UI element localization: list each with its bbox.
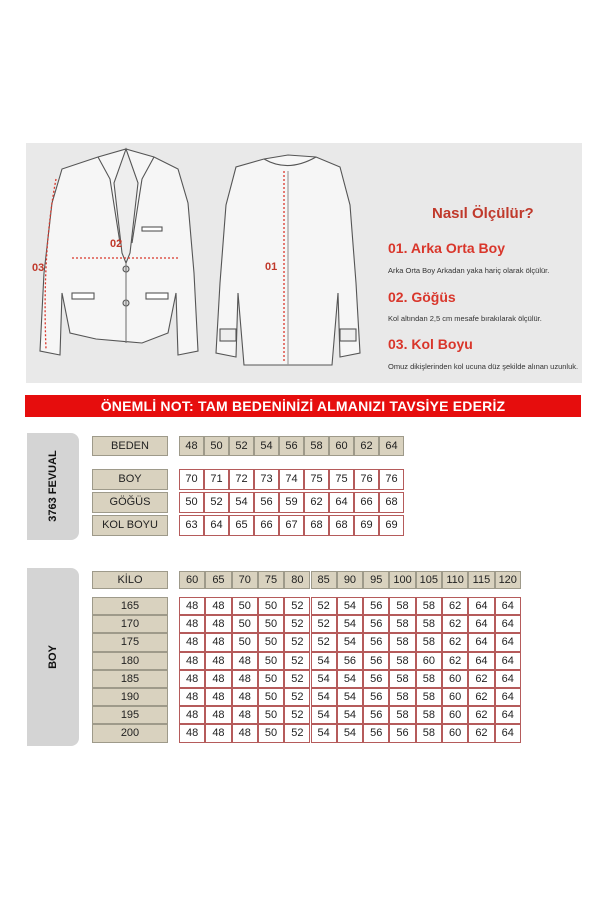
height-row-label: 185 <box>92 670 168 688</box>
important-note-banner: ÖNEMLİ NOT: TAM BEDENİNİZİ ALMANIZI TAVSİYE EDERİZ <box>25 395 581 417</box>
height-row-label: 190 <box>92 688 168 706</box>
measure-2-heading: 02. Göğüs <box>388 289 456 305</box>
size-recommendation-cell: 64 <box>468 652 494 670</box>
size-recommendation-cell: 58 <box>416 706 442 724</box>
measure-1-heading: 01. Arka Orta Boy <box>388 240 505 256</box>
size-recommendation-cell: 58 <box>416 597 442 615</box>
size-recommendation-cell: 52 <box>284 670 310 688</box>
size-value-cell: 65 <box>229 515 254 536</box>
weight-header-cell: 75 <box>258 571 284 589</box>
size-value-cell: 75 <box>304 469 329 490</box>
size-recommendation-cell: 48 <box>205 706 231 724</box>
size-recommendation-cell: 62 <box>442 652 468 670</box>
size-value-cell: 68 <box>329 515 354 536</box>
size-recommendation-cell: 58 <box>389 615 415 633</box>
size-recommendation-cell: 48 <box>205 652 231 670</box>
size-value-cell: 59 <box>279 492 304 513</box>
size-value-cell: 73 <box>254 469 279 490</box>
size-recommendation-cell: 50 <box>232 597 258 615</box>
size-recommendation-cell: 52 <box>311 615 337 633</box>
size-recommendation-cell: 48 <box>205 597 231 615</box>
label-02: 02 <box>110 238 123 250</box>
size-recommendation-cell: 62 <box>468 706 494 724</box>
size-recommendation-cell: 56 <box>363 633 389 651</box>
front-jacket-drawing <box>40 149 198 355</box>
size-recommendation-cell: 64 <box>495 670 521 688</box>
size-recommendation-cell: 58 <box>389 652 415 670</box>
size-value-cell: 62 <box>304 492 329 513</box>
size-recommendation-cell: 64 <box>495 688 521 706</box>
size-recommendation-cell: 62 <box>468 670 494 688</box>
weight-header-cell: 85 <box>311 571 337 589</box>
size-value-cell: 76 <box>354 469 379 490</box>
back-jacket-drawing <box>216 155 360 365</box>
size-recommendation-cell: 52 <box>284 633 310 651</box>
size-recommendation-cell: 48 <box>179 706 205 724</box>
height-row-label: 175 <box>92 633 168 651</box>
size-value-cell: 69 <box>379 515 404 536</box>
jacket-illustration <box>26 143 582 383</box>
measurement-guide-panel <box>26 143 582 383</box>
size-recommendation-cell: 62 <box>442 597 468 615</box>
weight-header-cell: 65 <box>205 571 231 589</box>
measure-1-description: Arka Orta Boy Arkadan yaka hariç olarak ölçülür. <box>388 266 550 275</box>
size-recommendation-cell: 52 <box>284 688 310 706</box>
size-recommendation-cell: 48 <box>179 688 205 706</box>
weight-table-side-label: BOY <box>47 645 59 669</box>
size-recommendation-cell: 64 <box>495 633 521 651</box>
size-recommendation-cell: 64 <box>468 633 494 651</box>
height-row-label: 180 <box>92 652 168 670</box>
size-recommendation-cell: 60 <box>442 706 468 724</box>
size-header-cell: 64 <box>379 436 404 456</box>
size-recommendation-cell: 60 <box>442 688 468 706</box>
how-to-measure-title: Nasıl Ölçülür? <box>432 205 534 222</box>
weight-header-cell: 95 <box>363 571 389 589</box>
label-03: 03 <box>32 262 45 274</box>
height-row-label: 200 <box>92 724 168 742</box>
size-recommendation-cell: 56 <box>363 670 389 688</box>
size-recommendation-cell: 64 <box>495 615 521 633</box>
size-header-cell: 58 <box>304 436 329 456</box>
size-recommendation-cell: 58 <box>416 724 442 742</box>
size-header-cell: 48 <box>179 436 204 456</box>
weight-header-cell: 105 <box>416 571 442 589</box>
size-value-cell: 76 <box>379 469 404 490</box>
size-recommendation-cell: 58 <box>389 706 415 724</box>
size-value-cell: 66 <box>254 515 279 536</box>
size-recommendation-cell: 54 <box>337 597 363 615</box>
size-recommendation-cell: 50 <box>232 633 258 651</box>
size-recommendation-cell: 64 <box>468 597 494 615</box>
size-recommendation-cell: 56 <box>363 724 389 742</box>
size-recommendation-cell: 52 <box>311 597 337 615</box>
size-recommendation-cell: 54 <box>337 670 363 688</box>
size-recommendation-cell: 56 <box>363 615 389 633</box>
size-recommendation-cell: 50 <box>258 597 284 615</box>
size-value-cell: 74 <box>279 469 304 490</box>
size-recommendation-cell: 62 <box>442 633 468 651</box>
height-row-label: 165 <box>92 597 168 615</box>
size-recommendation-cell: 50 <box>258 652 284 670</box>
size-value-cell: 54 <box>229 492 254 513</box>
size-recommendation-cell: 52 <box>284 615 310 633</box>
size-recommendation-cell: 48 <box>205 688 231 706</box>
size-recommendation-cell: 54 <box>311 652 337 670</box>
weight-header-cell: 60 <box>179 571 205 589</box>
size-recommendation-cell: 62 <box>468 724 494 742</box>
size-value-cell: 68 <box>304 515 329 536</box>
size-recommendation-cell: 54 <box>311 670 337 688</box>
size-recommendation-cell: 56 <box>337 652 363 670</box>
size-recommendation-cell: 48 <box>232 706 258 724</box>
size-recommendation-cell: 48 <box>205 724 231 742</box>
size-recommendation-cell: 58 <box>416 615 442 633</box>
size-value-cell: 64 <box>329 492 354 513</box>
weight-header-cell: 70 <box>232 571 258 589</box>
size-recommendation-cell: 58 <box>389 670 415 688</box>
size-recommendation-cell: 48 <box>179 724 205 742</box>
size-row-label: KOL BOYU <box>92 515 168 536</box>
size-recommendation-cell: 60 <box>442 670 468 688</box>
label-01: 01 <box>265 261 278 273</box>
size-recommendation-cell: 64 <box>495 706 521 724</box>
size-header-cell: 60 <box>329 436 354 456</box>
size-recommendation-cell: 50 <box>258 706 284 724</box>
size-recommendation-cell: 50 <box>258 615 284 633</box>
weight-header-cell: 120 <box>495 571 521 589</box>
size-recommendation-cell: 54 <box>337 724 363 742</box>
size-value-cell: 67 <box>279 515 304 536</box>
size-recommendation-cell: 56 <box>363 706 389 724</box>
size-recommendation-cell: 48 <box>232 670 258 688</box>
size-header-cell: 56 <box>279 436 304 456</box>
size-recommendation-cell: 60 <box>416 652 442 670</box>
size-recommendation-cell: 58 <box>416 670 442 688</box>
size-recommendation-cell: 48 <box>205 615 231 633</box>
weight-header-cell: 80 <box>284 571 310 589</box>
size-recommendation-cell: 50 <box>232 615 258 633</box>
size-recommendation-cell: 52 <box>284 724 310 742</box>
size-header-cell: 52 <box>229 436 254 456</box>
size-value-cell: 75 <box>329 469 354 490</box>
measure-3-heading: 03. Kol Boyu <box>388 336 473 352</box>
size-recommendation-cell: 62 <box>468 688 494 706</box>
size-recommendation-cell: 58 <box>389 633 415 651</box>
size-recommendation-cell: 52 <box>311 633 337 651</box>
size-recommendation-cell: 52 <box>284 652 310 670</box>
size-recommendation-cell: 58 <box>389 597 415 615</box>
size-header-cell: 50 <box>204 436 229 456</box>
size-recommendation-cell: 54 <box>311 706 337 724</box>
size-recommendation-cell: 48 <box>179 633 205 651</box>
size-recommendation-cell: 48 <box>179 597 205 615</box>
measure-3-description: Omuz dikişlerinden kol ucuna düz şekilde alınan uzunluk. <box>388 362 579 371</box>
size-recommendation-cell: 52 <box>284 597 310 615</box>
size-recommendation-cell: 64 <box>468 615 494 633</box>
size-value-cell: 63 <box>179 515 204 536</box>
size-recommendation-cell: 60 <box>442 724 468 742</box>
size-recommendation-cell: 54 <box>337 633 363 651</box>
size-recommendation-cell: 54 <box>337 688 363 706</box>
size-value-cell: 56 <box>254 492 279 513</box>
size-recommendation-cell: 48 <box>179 615 205 633</box>
size-recommendation-cell: 48 <box>232 724 258 742</box>
size-recommendation-cell: 48 <box>205 670 231 688</box>
height-row-label: 170 <box>92 615 168 633</box>
size-recommendation-cell: 58 <box>389 688 415 706</box>
size-value-cell: 64 <box>204 515 229 536</box>
measure-2-description: Kol altından 2,5 cm mesafe bırakılarak ölçülür. <box>388 314 542 323</box>
size-value-cell: 52 <box>204 492 229 513</box>
size-header-label: BEDEN <box>92 436 168 456</box>
size-recommendation-cell: 48 <box>205 633 231 651</box>
size-value-cell: 66 <box>354 492 379 513</box>
size-recommendation-cell: 58 <box>416 688 442 706</box>
size-recommendation-cell: 50 <box>258 670 284 688</box>
size-value-cell: 70 <box>179 469 204 490</box>
weight-header-cell: 110 <box>442 571 468 589</box>
size-row-label: GÖĞÜS <box>92 492 168 513</box>
size-value-cell: 69 <box>354 515 379 536</box>
size-recommendation-cell: 64 <box>495 597 521 615</box>
size-recommendation-cell: 50 <box>258 688 284 706</box>
size-value-cell: 71 <box>204 469 229 490</box>
size-recommendation-cell: 54 <box>311 724 337 742</box>
size-row-label: BOY <box>92 469 168 490</box>
size-recommendation-cell: 48 <box>232 688 258 706</box>
size-value-cell: 72 <box>229 469 254 490</box>
size-recommendation-cell: 56 <box>363 597 389 615</box>
size-recommendation-cell: 58 <box>416 633 442 651</box>
size-value-cell: 68 <box>379 492 404 513</box>
size-header-cell: 54 <box>254 436 279 456</box>
size-recommendation-cell: 54 <box>337 615 363 633</box>
height-row-label: 195 <box>92 706 168 724</box>
size-recommendation-cell: 54 <box>311 688 337 706</box>
size-recommendation-cell: 64 <box>495 724 521 742</box>
size-recommendation-cell: 54 <box>337 706 363 724</box>
size-header-cell: 62 <box>354 436 379 456</box>
size-recommendation-cell: 50 <box>258 724 284 742</box>
size-recommendation-cell: 64 <box>495 652 521 670</box>
size-recommendation-cell: 56 <box>363 652 389 670</box>
size-recommendation-cell: 50 <box>258 633 284 651</box>
size-recommendation-cell: 48 <box>232 652 258 670</box>
weight-header-cell: 90 <box>337 571 363 589</box>
size-recommendation-cell: 56 <box>363 688 389 706</box>
weight-header-label: KİLO <box>92 571 168 589</box>
size-recommendation-cell: 52 <box>284 706 310 724</box>
size-recommendation-cell: 48 <box>179 670 205 688</box>
size-recommendation-cell: 62 <box>442 615 468 633</box>
weight-header-cell: 100 <box>389 571 415 589</box>
size-table-side-label: 3763 FEVUAL <box>47 450 59 522</box>
size-value-cell: 50 <box>179 492 204 513</box>
weight-header-cell: 115 <box>468 571 494 589</box>
size-recommendation-cell: 48 <box>179 652 205 670</box>
size-recommendation-cell: 56 <box>389 724 415 742</box>
